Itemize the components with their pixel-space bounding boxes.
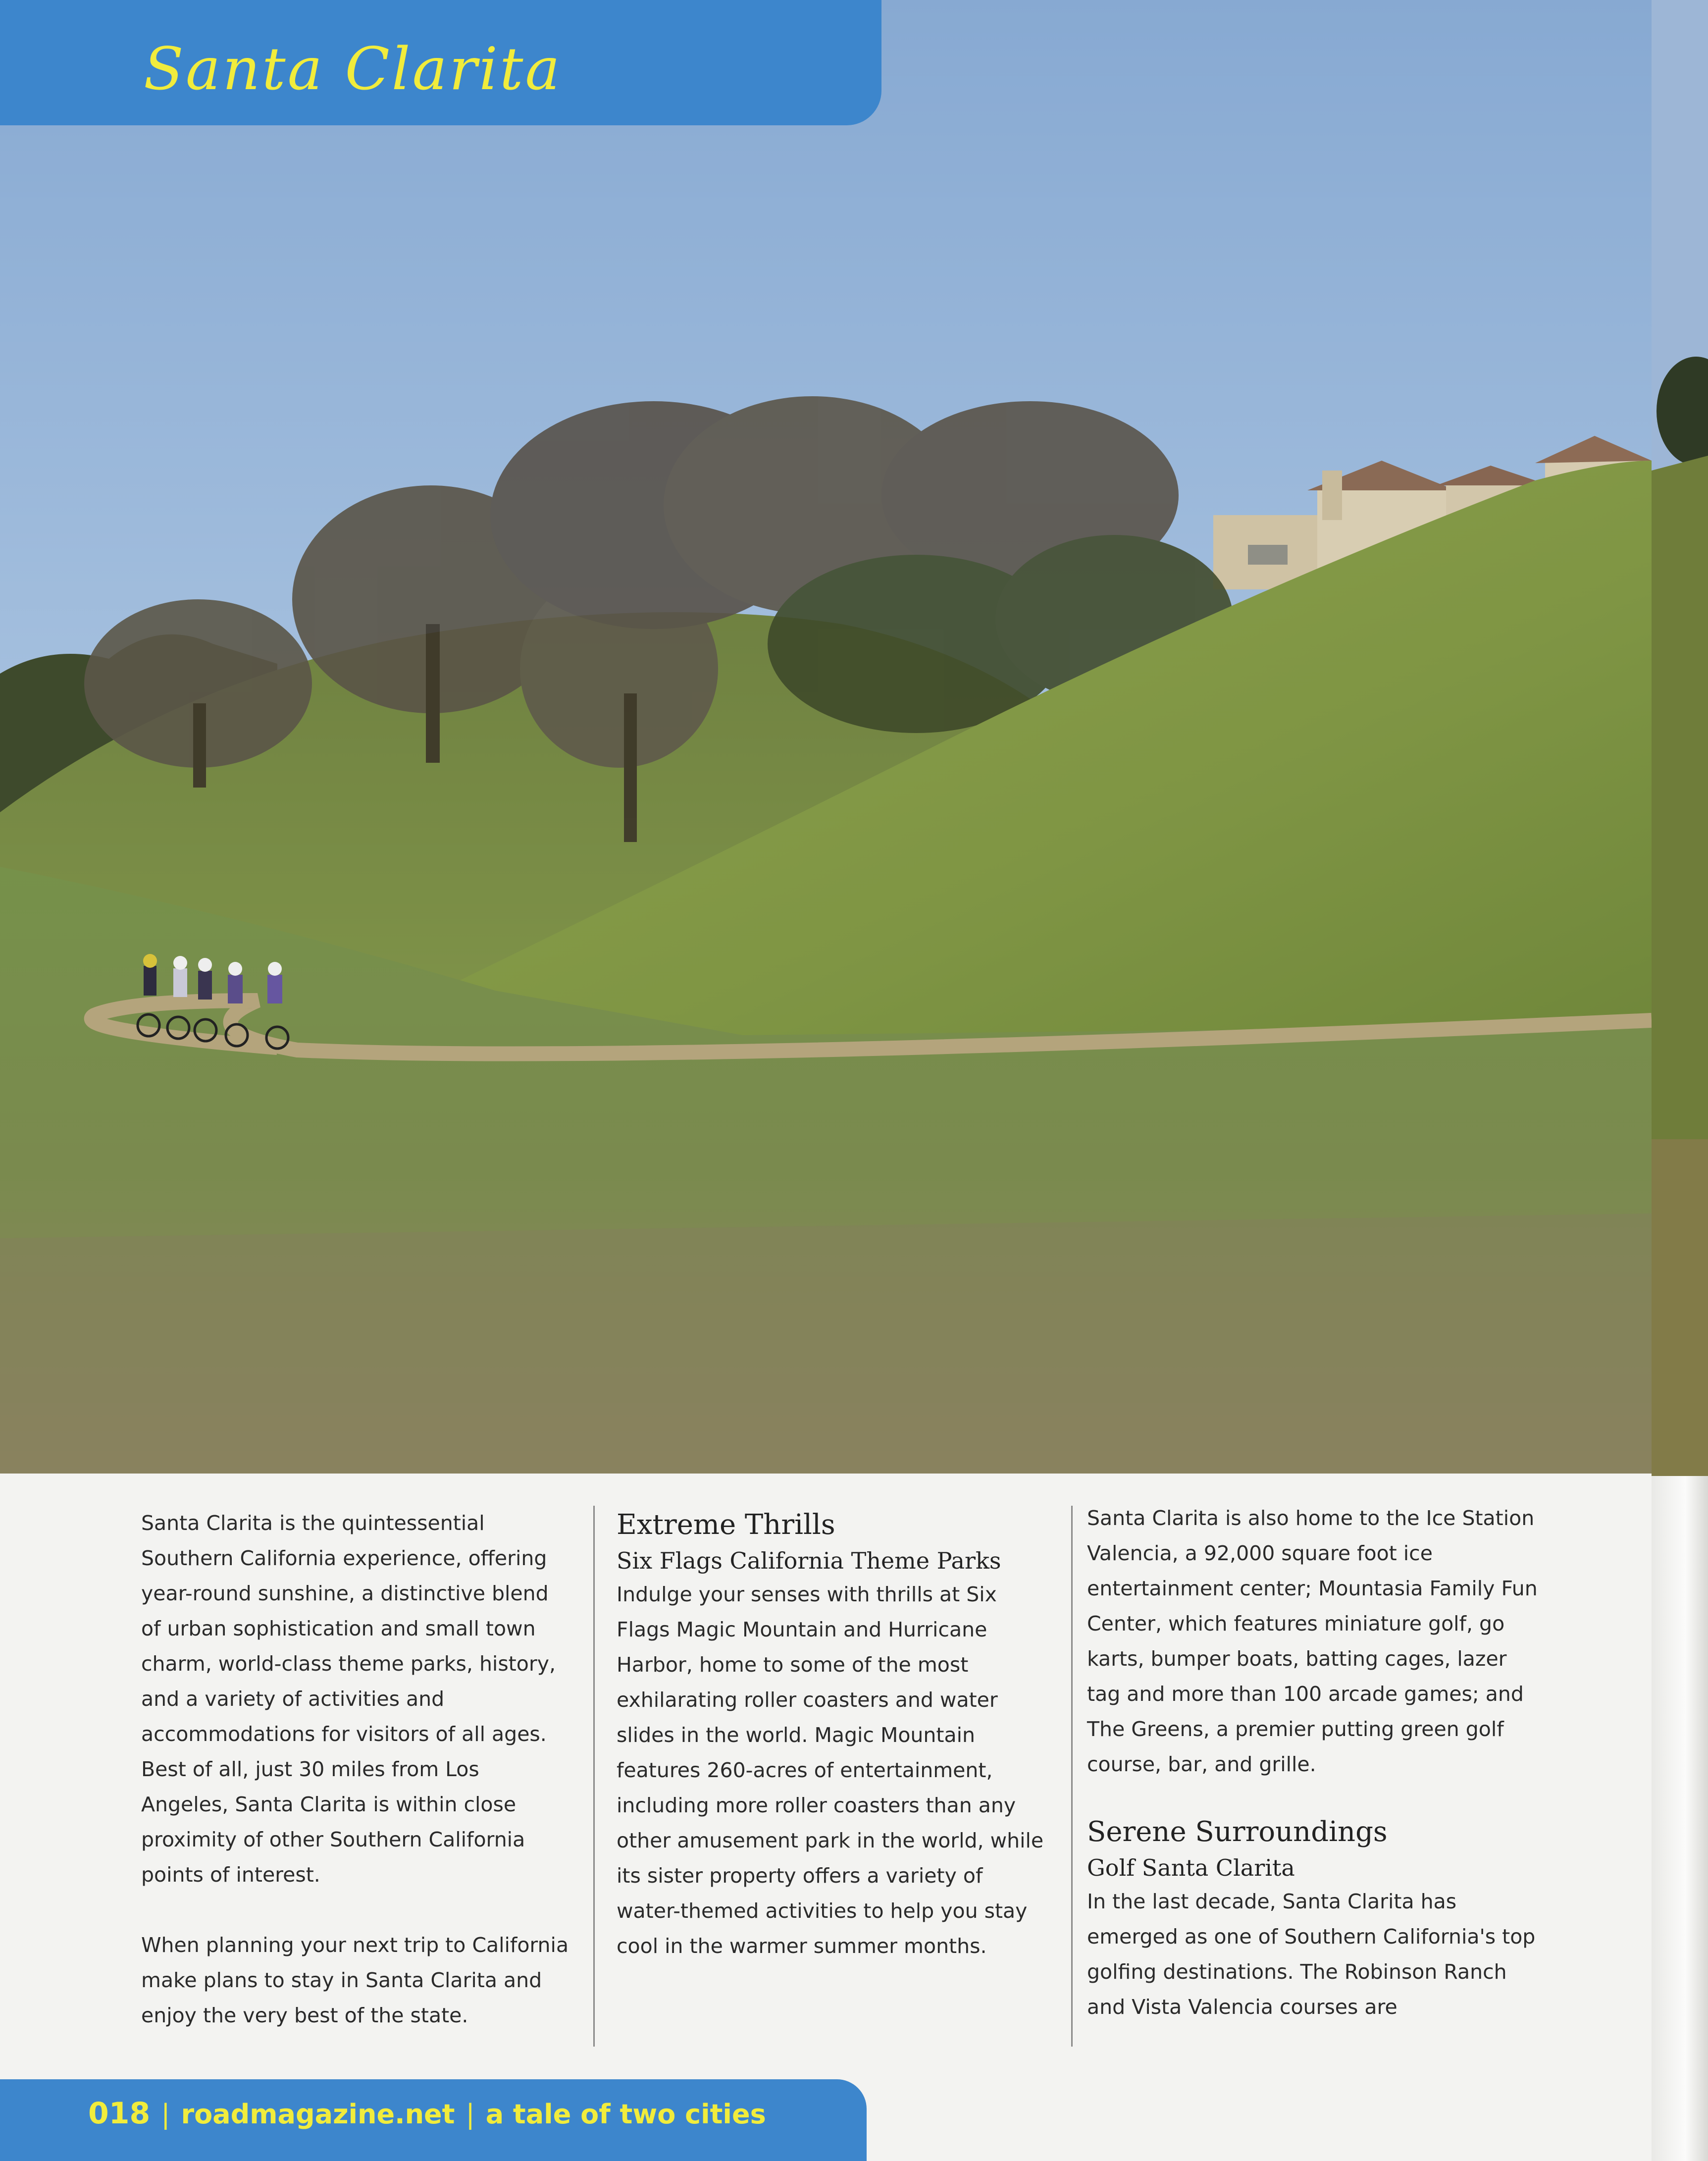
footer xyxy=(88,2096,766,2131)
footer-section: a tale of two cities xyxy=(485,2099,766,2130)
intro-paragraph-2: When planning your next trip to California make plans to stay in Santa Clarita and enjoy the very best of the state. xyxy=(141,1933,569,2027)
ice-station-paragraph: Santa Clarita is also home to the Ice Station Valencia, a 92,000 square foot ice entertainment center; Mountasia Family Fun Center, which features miniature golf, go karts, bumper boats, batting cages, lazer tag and more than 100 arcade games; and The Greens, a premier putting green golf course, bar, and grille. xyxy=(1087,1506,1538,1776)
page-gutter xyxy=(1652,1476,1708,2161)
section-title: Santa Clarita xyxy=(144,35,562,103)
subheading-six-flags: Six Flags California Theme Parks xyxy=(617,1547,1001,1574)
footer-website: roadmagazine.net xyxy=(181,2099,455,2130)
heading-extreme-thrills: Extreme Thrills xyxy=(617,1509,835,1541)
next-page-photo-edge xyxy=(1652,0,1708,1476)
footer-separator: | xyxy=(161,2099,170,2130)
column-extreme-thrills xyxy=(617,1506,1047,1964)
heading-serene-surroundings: Serene Surroundings xyxy=(1087,1816,1388,1848)
column-intro xyxy=(141,1506,572,2033)
page-number: 018 xyxy=(88,2096,151,2131)
column-divider xyxy=(593,1506,595,2047)
column-divider xyxy=(1071,1506,1073,2047)
intro-paragraph-1: Santa Clarita is the quintessential Southern California experience, offering year-round sunshine, a distinctive blend of urban sophistication and small town charm, world-class theme parks, history, and a variety of activities and accommodations for visitors of all ages. Best of all, just 30 miles from Los Angeles, Santa Clarita is within close proximity of other Southern California points of interest. xyxy=(141,1511,556,1887)
subheading-golf: Golf Santa Clarita xyxy=(1087,1854,1295,1881)
six-flags-paragraph: Indulge your senses with thrills at Six Flags Magic Mountain and Hurricane Harbor, home to some of the most exhilarating roller coasters and water slides in the world. Magic Mountain features 260-acres of entertainment, including more roller coasters than any other amusement park in the world, while its sister property offers a variety of water-themed activities to help you stay cool in the warmer summer months. xyxy=(617,1582,1044,1958)
golf-paragraph: In the last decade, Santa Clarita has emerged as one of Southern California's top golfing destinations. The Robinson Ranch and Vista Valencia courses are xyxy=(1087,1890,1536,2019)
section-title-tab xyxy=(0,0,881,125)
footer-separator: | xyxy=(466,2099,475,2130)
column-serene-surroundings xyxy=(1087,1501,1543,2025)
